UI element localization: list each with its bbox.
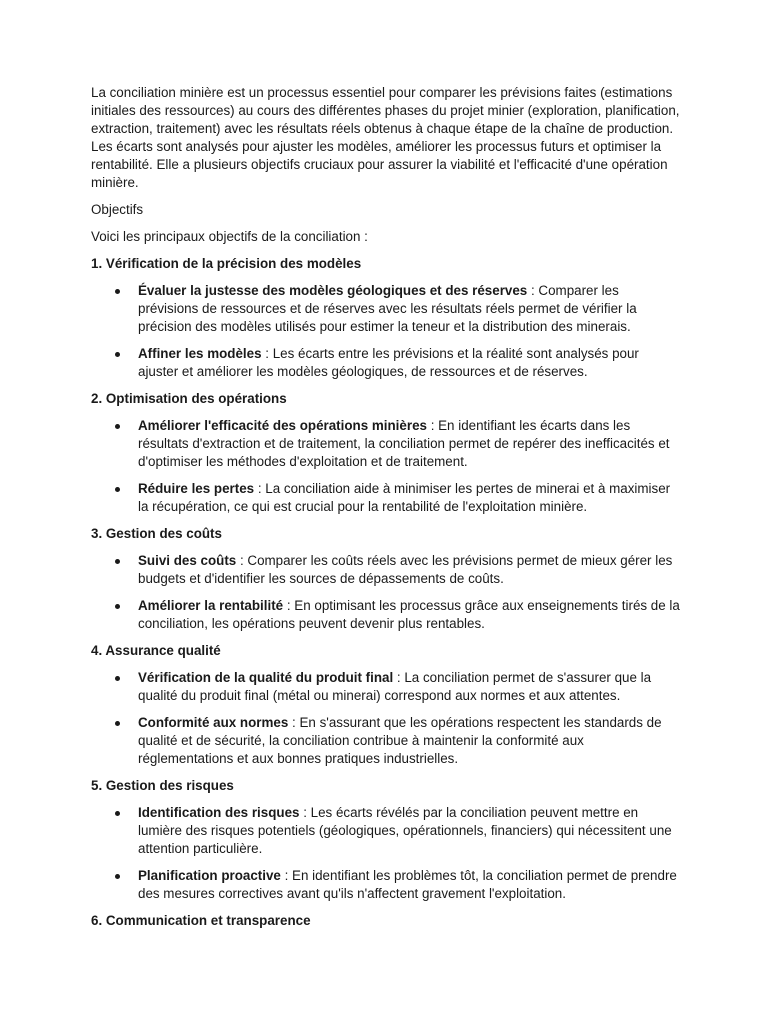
item-text: : Les écarts entre les prévisions et la réalité sont analysés pour ajuster et améliorer les modèles géologiques, de ressources et de réserves. [138,346,639,379]
item-term: Réduire les pertes [138,481,255,496]
bullet-icon [115,874,120,879]
item-text: : La conciliation aide à minimiser les pertes de minerai et à maximiser la récupération, ce qui est crucial pour la rentabilité de l'exploitation minière. [138,481,671,514]
list-item [91,552,681,588]
intro-paragraph: La conciliation minière est un processus essentiel pour comparer les prévisions faites (estimations initiales des ressources) au cours des différentes phases du projet minier (exploration, planification, extraction, traitement) avec les résultats réels obtenus à chaque étape de la chaîne de production. Les écarts sont analysés pour ajuster les modèles, améliorer les processus futurs et optimiser la rentabilité. Elle a plusieurs objectifs cruciaux pour assurer la viabilité et l'efficacité d'une opération minière. [91,85,680,190]
bullet-icon [115,289,120,294]
bullet-list [91,417,681,516]
item-term: Vérification de la qualité du produit final [138,670,394,685]
objectifs-label: Objectifs [91,202,144,217]
item-term: Affiner les modèles [138,346,262,361]
item-term: Améliorer la rentabilité [138,598,284,613]
section-heading: 5. Gestion des risques [91,778,234,793]
bullet-icon [115,352,120,357]
item-text: : En optimisant les processus grâce aux enseignements tirés de la conciliation, les opérations peuvent devenir plus rentables. [138,598,680,631]
bullet-icon [115,559,120,564]
bullet-icon [115,604,120,609]
item-text: : En identifiant les problèmes tôt, la conciliation permet de prendre des mesures correctives avant qu'ils n'affectent gravement l'exploitation. [138,868,677,901]
section-heading: 1. Vérification de la précision des modèles [91,256,362,271]
item-text: : Comparer les coûts réels avec les prévisions permet de mieux gérer les budgets et d'identifier les sources de dépassements de coûts. [138,553,673,586]
bullet-icon [115,676,120,681]
item-text: : Les écarts révélés par la conciliation peuvent mettre en lumière des risques potentiels (géologiques, opérationnels, financiers) qui nécessitent une attention particulière. [138,805,672,856]
item-text: : En s'assurant que les opérations respectent les standards de qualité et de sécurité, la conciliation contribue à maintenir la conformité aux réglementations et aux bonnes pratiques industrielles. [138,715,662,766]
section-heading: 3. Gestion des coûts [91,526,222,541]
section-heading: 6. Communication et transparence [91,913,311,928]
list-item [91,804,681,858]
item-text: : Comparer les prévisions de ressources et de réserves avec les résultats réels permet de vérifier la précision des modèles utilisés pour estimer la teneur et la distribution des minerais. [138,283,637,334]
section-heading: 4. Assurance qualité [91,643,221,658]
list-item [91,345,681,381]
item-term: Évaluer la justesse des modèles géologiques et des réserves [138,283,528,298]
objectives-sections [91,255,681,930]
section-heading: 2. Optimisation des opérations [91,391,287,406]
item-text: : En identifiant les écarts dans les résultats d'extraction et de traitement, la conciliation permet de repérer des inefficacités et d'optimiser les méthodes d'exploitation et de traitement. [138,418,670,469]
list-item [91,417,681,471]
bullet-list [91,282,681,381]
bullet-list [91,804,681,903]
item-term: Conformité aux normes [138,715,289,730]
bullet-list [91,669,681,768]
list-item [91,282,681,336]
item-text: : La conciliation permet de s'assurer que la qualité du produit final (métal ou minerai) correspond aux normes et aux attentes. [138,670,652,703]
item-term: Suivi des coûts [138,553,237,568]
bullet-list [91,552,681,633]
list-item [91,867,681,903]
list-item [91,480,681,516]
bullet-icon [115,424,120,429]
item-term: Planification proactive [138,868,281,883]
bullet-icon [115,721,120,726]
list-item [91,597,681,633]
list-item [91,714,681,768]
list-item [91,669,681,705]
bullet-icon [115,811,120,816]
item-term: Identification des risques [138,805,300,820]
bullet-icon [115,487,120,492]
item-term: Améliorer l'efficacité des opérations minières [138,418,427,433]
document-page [91,84,681,939]
lead-paragraph: Voici les principaux objectifs de la conciliation : [91,229,368,244]
